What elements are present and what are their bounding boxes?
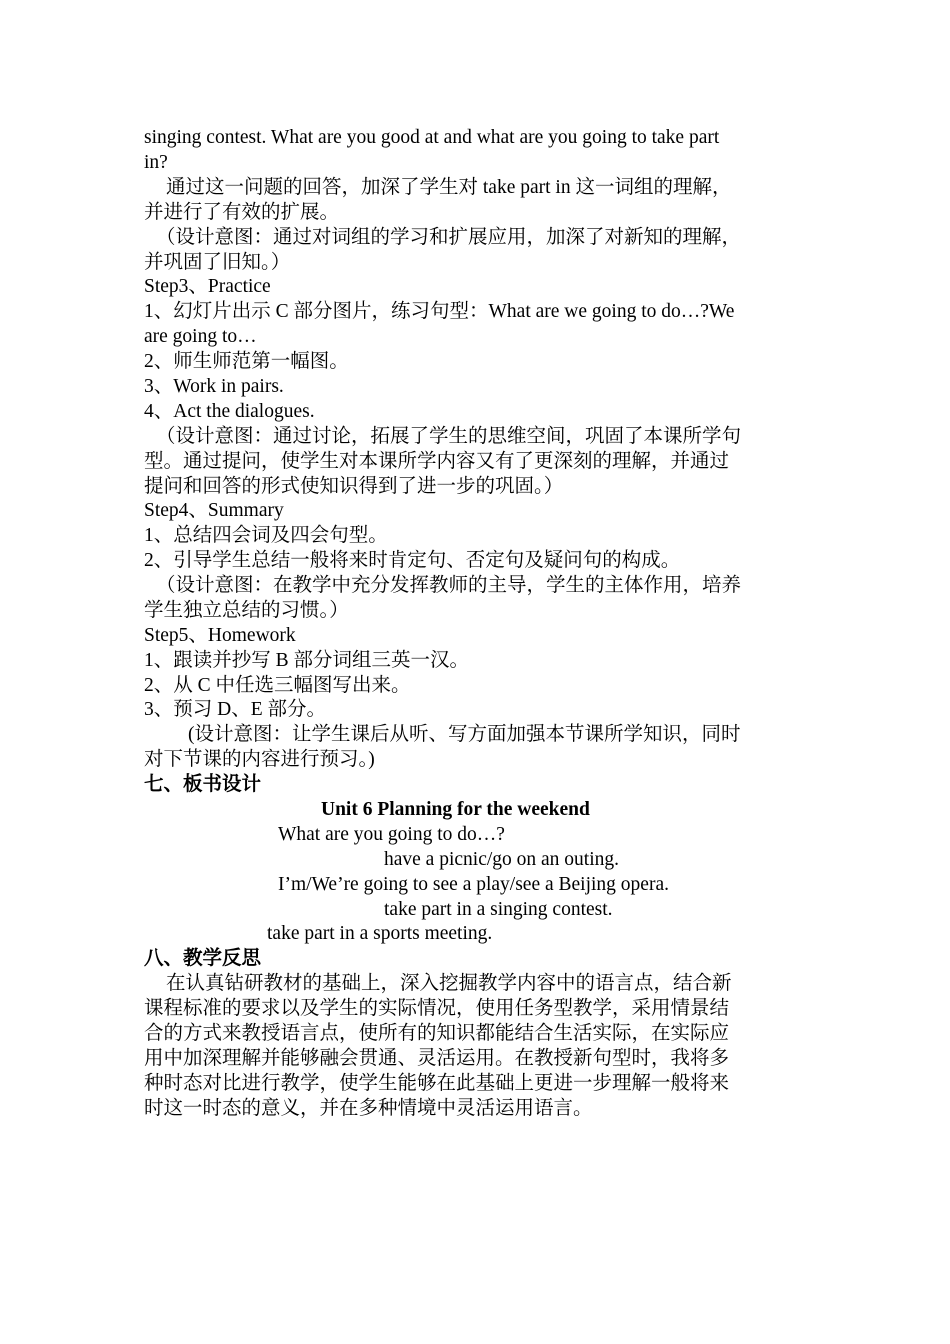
board-line: take part in a sports meeting. — [267, 923, 493, 944]
text-line: 通过这一问题的回答，加深了学生对 take part in 这一词组的理解， — [166, 177, 732, 198]
text-line: singing contest. What are you good at and what are you going to take part — [144, 127, 720, 148]
text-line: 2、师生师范第一幅图。 — [144, 351, 349, 372]
text-line: 合的方式来教授语言点，使所有的知识都能结合生活实际，在实际应 — [144, 1023, 730, 1044]
step-heading: Step4、Summary — [144, 500, 284, 521]
text-line: 学生独立总结的习惯。） — [144, 600, 349, 621]
text-line: 课程标准的要求以及学生的实际情况，使用任务型教学，采用情景结 — [144, 998, 730, 1019]
board-line: What are you going to do…? — [278, 824, 505, 845]
text-line: 用中加深理解并能够融会贯通、灵活运用。在教授新句型时，我将多 — [144, 1048, 730, 1069]
text-line: 1、幻灯片出示 C 部分图片，练习句型：What are we going to do…?We — [144, 301, 735, 322]
text-line: 对下节课的内容进行预习。) — [144, 749, 375, 770]
text-line: （设计意图：在教学中充分发挥教师的主导，学生的主体作用，培养 — [156, 575, 742, 596]
text-line: 1、跟读并抄写 B 部分词组三英一汉。 — [144, 650, 470, 671]
text-line: 1、总结四会词及四会句型。 — [144, 525, 388, 546]
text-line: （设计意图：通过对词组的学习和扩展应用，加深了对新知的理解， — [156, 227, 742, 248]
text-line: 并巩固了旧知。） — [144, 252, 291, 273]
text-line: 型。通过提问，使学生对本课所学内容又有了更深刻的理解，并通过 — [144, 451, 730, 472]
step-heading: Step3、Practice — [144, 276, 271, 297]
board-line: take part in a singing contest. — [384, 899, 613, 920]
text-line: 时这一时态的意义，并在多种情境中灵活运用语言。 — [144, 1098, 593, 1119]
step-heading: Step5、Homework — [144, 625, 296, 646]
board-line: have a picnic/go on an outing. — [384, 849, 620, 870]
text-line: （设计意图：通过讨论，拓展了学生的思维空间，巩固了本课所学句 — [156, 426, 742, 447]
text-line: 在认真钻研教材的基础上，深入挖掘教学内容中的语言点，结合新 — [166, 973, 732, 994]
board-title: Unit 6 Planning for the weekend — [321, 799, 590, 820]
text-line: 提问和回答的形式使知识得到了进一步的巩固。） — [144, 476, 564, 497]
text-line: 4、Act the dialogues. — [144, 401, 315, 422]
text-line: 3、Work in pairs. — [144, 376, 284, 397]
section-heading: 七、板书设计 — [144, 774, 262, 795]
text-line: 2、引导学生总结一般将来时肯定句、否定句及疑问句的构成。 — [144, 550, 681, 571]
text-line: in? — [144, 152, 168, 173]
text-line: (设计意图：让学生课后从听、写方面加强本节课所学知识，同时 — [188, 724, 741, 745]
text-line: 3、预习 D、E 部分。 — [144, 699, 326, 720]
text-line: 并进行了有效的扩展。 — [144, 202, 340, 223]
section-heading: 八、教学反思 — [144, 948, 262, 969]
text-line: 2、从 C 中任选三幅图写出来。 — [144, 675, 411, 696]
text-line: are going to… — [144, 326, 257, 347]
board-line: I’m/We’re going to see a play/see a Beijing opera. — [278, 874, 669, 895]
text-line: 种时态对比进行教学，使学生能够在此基础上更进一步理解一般将来 — [144, 1073, 730, 1094]
